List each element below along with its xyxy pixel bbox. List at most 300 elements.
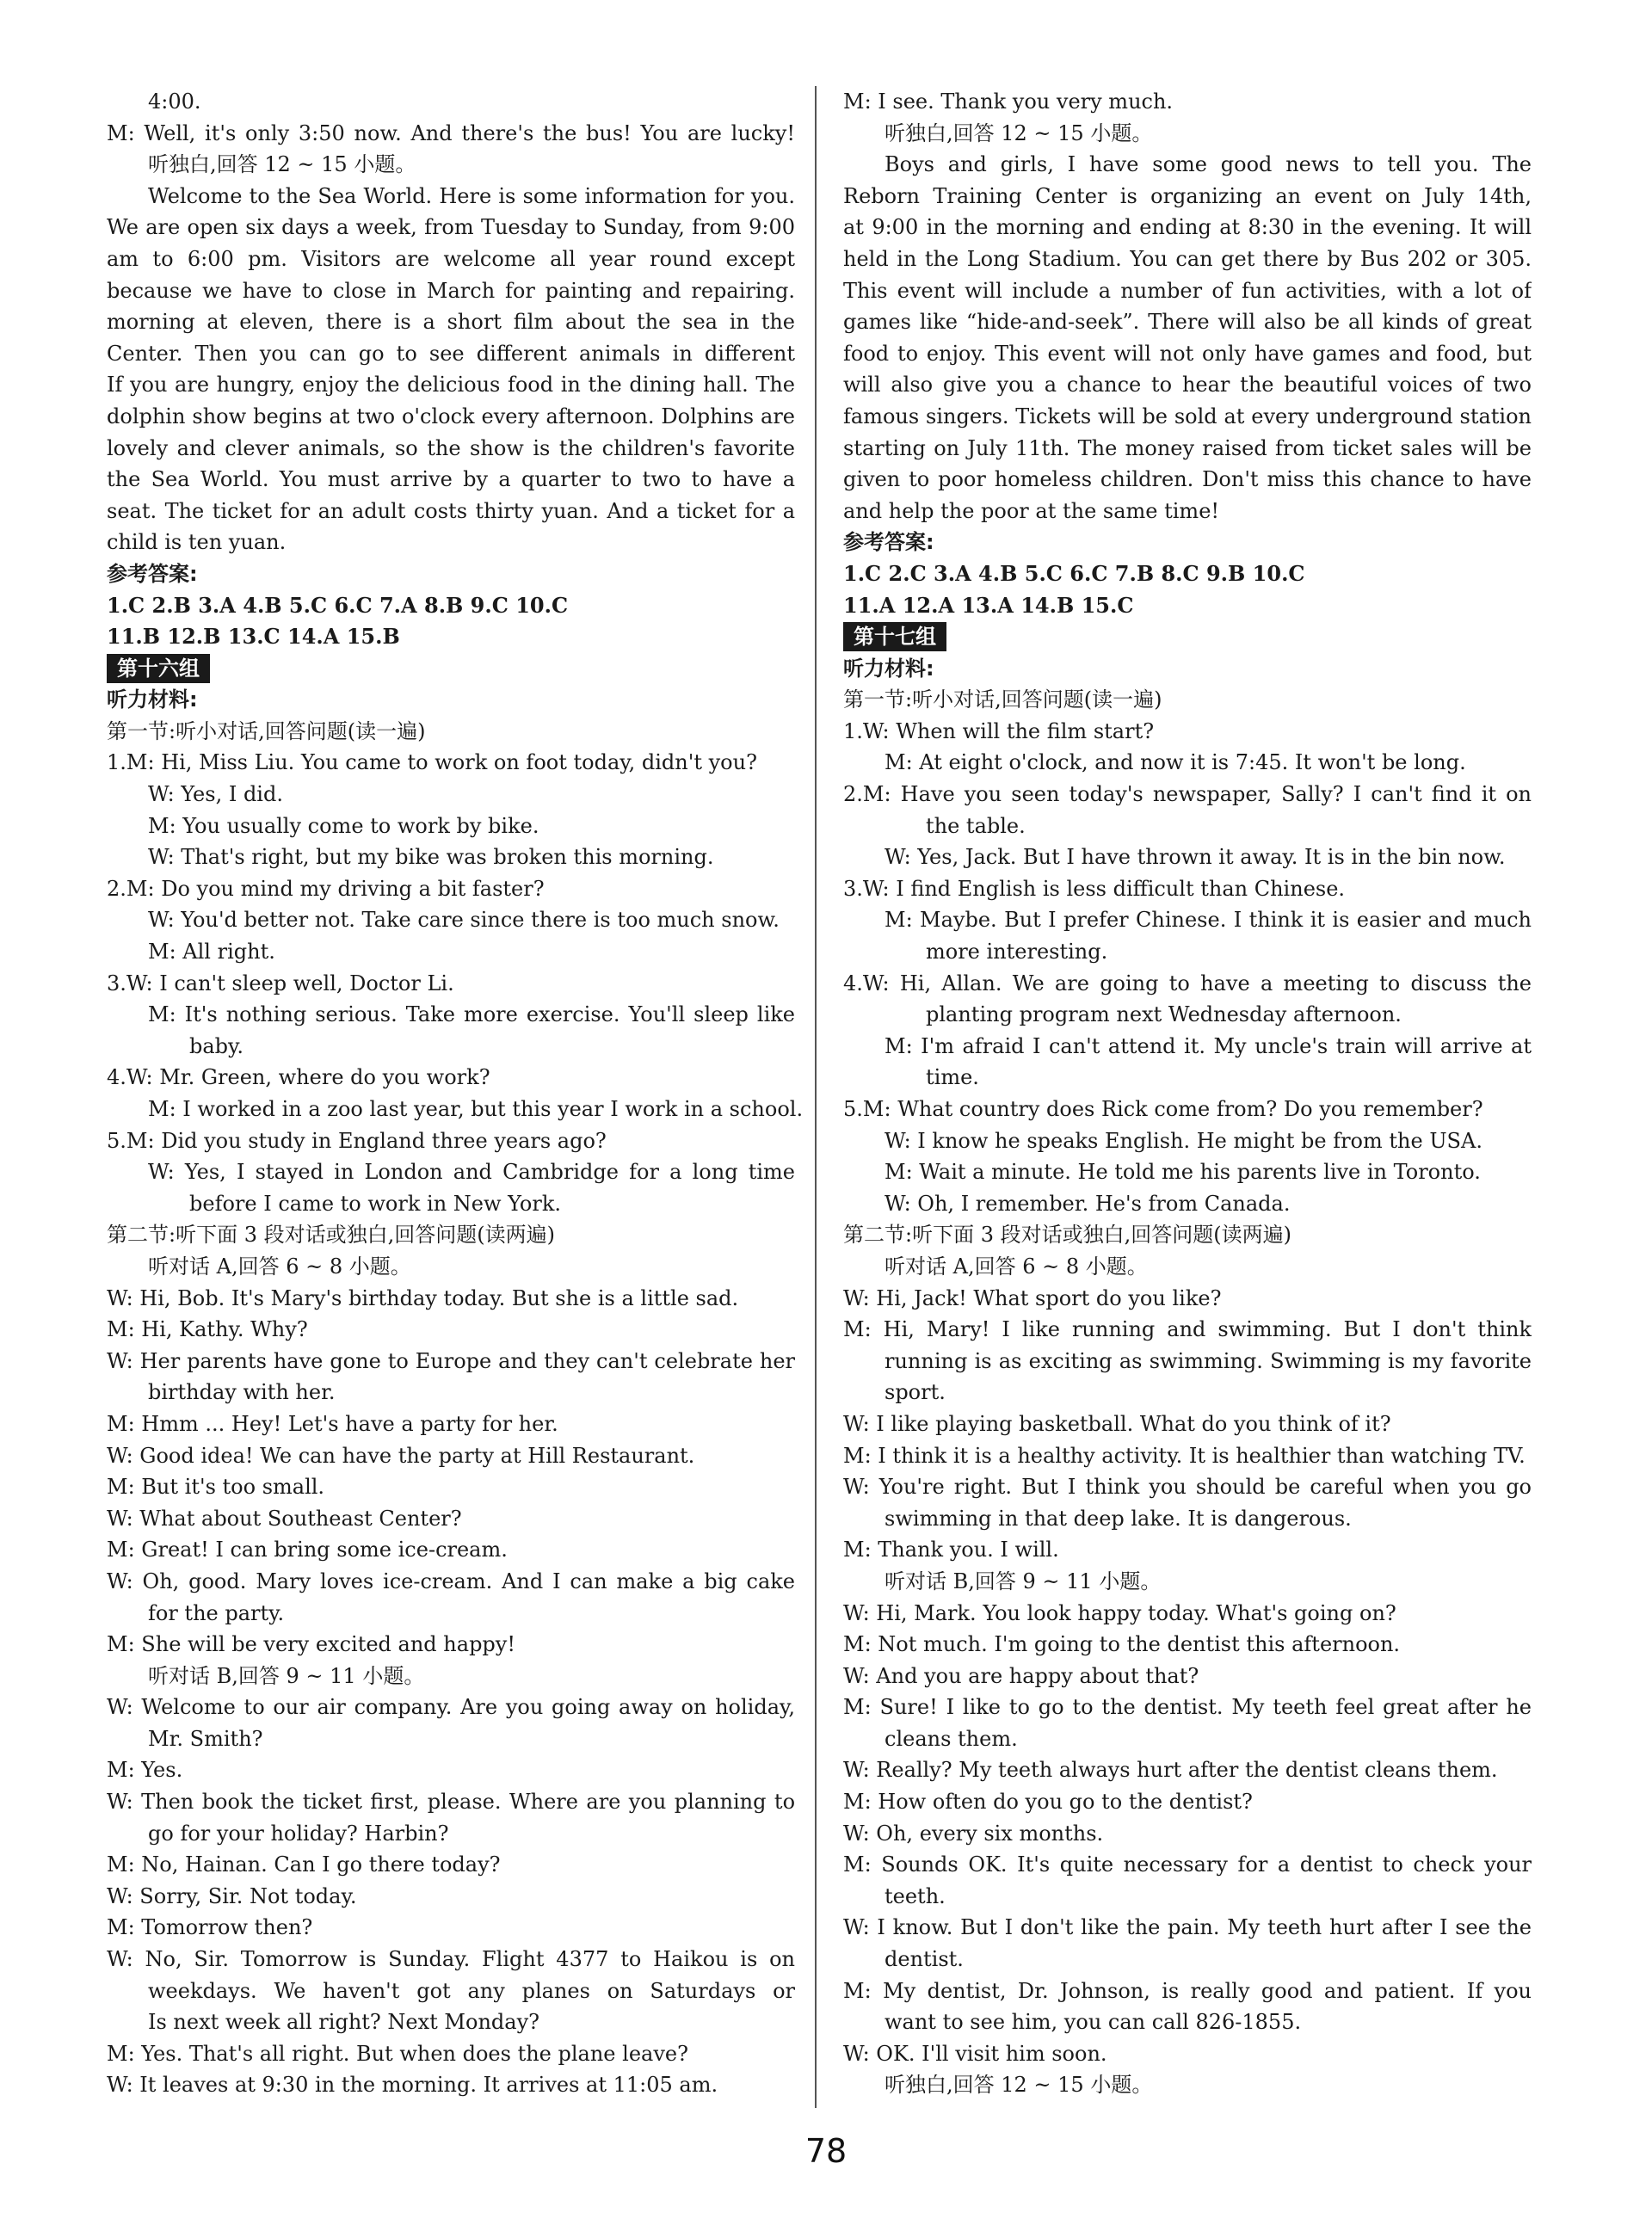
item-number: 3.: [107, 971, 126, 995]
speaker-label: W:: [107, 1506, 140, 1531]
line-text: Have you seen today's newspaper, Sally? I can't find it on: [900, 782, 1532, 807]
speaker-label: W:: [885, 1191, 918, 1216]
text-line: [843, 968, 1532, 1000]
text-line: [843, 684, 1532, 716]
speaker-label: W:: [843, 1600, 877, 1625]
text-line: [843, 1629, 1532, 1661]
speaker-label: W:: [107, 1695, 142, 1720]
line-text: Good idea! We can have the party at Hill Restaurant.: [139, 1443, 695, 1468]
speaker-label: M:: [885, 1160, 920, 1185]
text-line: [107, 1156, 795, 1188]
item-number: 4.: [843, 971, 863, 995]
line-text: 听对话 A,回答 6 ~ 8 小题。: [148, 1254, 411, 1279]
heading-text: 参考答案:: [107, 561, 198, 586]
text-line: [107, 149, 795, 181]
section-heading: [843, 653, 1532, 685]
line-text: 听独白,回答 12 ~ 15 小题。: [885, 120, 1153, 145]
line-text: Sorry, Sir. Not today.: [139, 1883, 357, 1908]
right-column: [843, 86, 1532, 2101]
line-text: the table.: [926, 813, 1026, 838]
text-line: [107, 243, 795, 275]
text-line: [107, 873, 795, 905]
speaker-label: W:: [107, 1883, 140, 1908]
line-text: I think it is a healthy activity. It is healthier than watching TV.: [878, 1443, 1526, 1468]
text-line: [107, 369, 795, 401]
line-text: Maybe. But I prefer Chinese. I think it is easier and much: [920, 908, 1532, 933]
text-line: [107, 904, 795, 936]
text-line: [107, 1661, 795, 1692]
line-text: Reborn Training Center is organizing an event on July 14th,: [843, 183, 1532, 208]
text-line: [107, 496, 795, 527]
text-line: [843, 1534, 1532, 1566]
text-line: [107, 86, 795, 118]
text-line: [107, 1251, 795, 1283]
line-text: and help the poor at the same time!: [843, 498, 1220, 523]
line-text: What about Southeast Center?: [139, 1506, 462, 1531]
text-line: [107, 1849, 795, 1881]
line-text: swimming in that deep lake. It is dangerous.: [885, 1506, 1352, 1531]
speaker-label: W:: [843, 1915, 878, 1940]
line-text: 第二节:听下面 3 段对话或独白,回答问题(读两遍): [843, 1223, 1291, 1248]
text-line: [107, 968, 795, 1000]
answer-text: 11.A 12.A 13.A 14.B 15.C: [843, 592, 1134, 618]
line-text: weekdays. We haven't got any planes on Saturdays or: [148, 1978, 795, 2003]
answer-row: [843, 590, 1532, 622]
line-text: Yes.: [141, 1758, 183, 1783]
line-text: food to enjoy. This event will not only have games and food, but: [843, 341, 1532, 366]
line-text: I know. But I don't like the pain. My teeth hurt after I see the: [877, 1915, 1532, 1940]
line-text: We are open six days a week, from Tuesday to Sunday, from 9:00: [107, 215, 795, 240]
speaker-label: W:: [843, 1821, 877, 1846]
text-line: [843, 2069, 1532, 2101]
text-line: [843, 306, 1532, 338]
text-line: [107, 1534, 795, 1566]
line-text: Hi, Mark. You look happy today. What's going on?: [876, 1600, 1396, 1625]
text-line: [843, 1786, 1532, 1818]
text-line: [843, 1912, 1532, 1944]
text-line: [843, 1377, 1532, 1408]
speaker-label: M:: [843, 1317, 884, 1342]
line-text: Hmm ... Hey! Let's have a party for her.: [141, 1411, 558, 1436]
speaker-label: M:: [148, 1002, 185, 1027]
line-text: 第一节:听小对话,回答问题(读一遍): [843, 687, 1162, 712]
line-text: And you are happy about that?: [876, 1663, 1199, 1688]
line-text: When will the film start?: [896, 718, 1155, 743]
text-line: [107, 1314, 795, 1346]
line-text: Really? My teeth always hurt after the dentist cleans them.: [876, 1758, 1498, 1783]
line-text: starting on July 11th. The money raised from ticket sales will be: [843, 435, 1532, 460]
text-line: [107, 2006, 795, 2038]
heading-text: 听力材料:: [843, 656, 934, 681]
speaker-label: M:: [843, 1443, 878, 1468]
text-line: [843, 1944, 1532, 1975]
line-text: Sure! I like to go to the dentist. My teeth feel great after he: [879, 1695, 1532, 1720]
speaker-label: M:: [126, 1128, 162, 1153]
line-text: 听对话 A,回答 6 ~ 8 小题。: [885, 1254, 1148, 1279]
text-line: [107, 841, 795, 873]
text-line: [107, 527, 795, 558]
line-text: Oh, every six months.: [876, 1821, 1104, 1846]
line-text: Hi, Kathy. Why?: [141, 1317, 308, 1342]
item-number: 2.: [843, 782, 863, 807]
speaker-label: W:: [843, 1285, 877, 1310]
line-text: 听对话 B,回答 9 ~ 11 小题。: [885, 1569, 1162, 1593]
line-text: planting program next Wednesday afternoon.: [926, 1002, 1402, 1027]
left-column: [107, 86, 804, 2101]
line-text: Do you mind my driving a bit faster?: [161, 876, 545, 901]
line-text: You'd better not. Take care since there is too much snow.: [181, 908, 780, 933]
section-badge: [843, 621, 1532, 653]
line-text: If you are hungry, enjoy the delicious food in the dining hall. The: [107, 373, 795, 398]
line-text: dolphin show begins at two o'clock every afternoon. Dolphins are: [107, 404, 795, 428]
text-line: [843, 1881, 1532, 1913]
page-number: 78: [804, 2132, 848, 2170]
text-line: [843, 904, 1532, 936]
text-line: [107, 1786, 795, 1818]
text-line: [843, 1503, 1532, 1535]
text-line: [107, 1881, 795, 1913]
line-text: before I came to work in New York.: [189, 1191, 561, 1216]
text-line: [843, 841, 1532, 873]
speaker-label: W:: [862, 876, 897, 901]
text-line: [843, 1849, 1532, 1881]
line-text: lovely and clever animals, so the show is the children's favorite: [107, 435, 795, 460]
text-line: [843, 1219, 1532, 1251]
speaker-label: M:: [107, 1411, 142, 1436]
line-text: What country does Rick come from? Do you remember?: [897, 1097, 1483, 1121]
line-text: child is ten yuan.: [107, 530, 287, 555]
line-text: Her parents have gone to Europe and they can't celebrate her: [139, 1348, 795, 1373]
line-text: teeth.: [885, 1883, 946, 1908]
line-text: Wait a minute. He told me his parents live in Toronto.: [919, 1160, 1481, 1185]
speaker-label: M:: [107, 1758, 142, 1783]
text-line: [107, 1503, 795, 1535]
text-line: [107, 1692, 795, 1723]
line-text: time.: [926, 1065, 979, 1090]
text-line: [843, 716, 1532, 748]
line-text: Sounds OK. It's quite necessary for a dentist to check your: [881, 1852, 1532, 1877]
speaker-label: W:: [843, 1411, 877, 1436]
speaker-label: M:: [126, 876, 162, 901]
line-text: Mr. Green, where do you work?: [159, 1065, 490, 1090]
speaker-label: W:: [107, 1443, 140, 1468]
text-line: [843, 1346, 1532, 1378]
item-number: 1.: [107, 750, 126, 775]
text-line: [107, 1975, 795, 2007]
section-title: 第十七组: [843, 622, 946, 651]
text-line: [107, 181, 795, 213]
line-text: No, Hainan. Can I go there today?: [141, 1852, 501, 1877]
text-line: [107, 779, 795, 810]
line-text: birthday with her.: [148, 1380, 336, 1405]
line-text: 4:00.: [148, 89, 201, 114]
line-text: Hi, Mary! I like running and swimming. But I don't think: [883, 1317, 1532, 1342]
text-line: [107, 2069, 795, 2101]
text-line: [107, 2038, 795, 2070]
text-line: [107, 936, 795, 968]
text-line: [843, 1408, 1532, 1440]
answer-row: [107, 621, 795, 653]
text-line: [843, 181, 1532, 213]
text-line: [843, 1598, 1532, 1630]
line-text: 听独白,回答 12 ~ 15 小题。: [885, 2073, 1153, 2098]
text-line: [107, 1031, 795, 1063]
line-text: But it's too small.: [141, 1475, 325, 1500]
speaker-label: M:: [107, 1852, 142, 1877]
line-text: 听对话 B,回答 9 ~ 11 小题。: [148, 1663, 425, 1688]
item-number: 3.: [843, 876, 863, 901]
line-text: Boys and girls, I have some good news to tell you. The: [885, 152, 1532, 177]
text-line: [843, 1818, 1532, 1850]
text-line: [107, 747, 795, 779]
speaker-label: W:: [843, 2041, 877, 2066]
line-text: Hi, Miss Liu. You came to work on foot today, didn't you?: [161, 750, 757, 775]
line-text: held in the Long Stadium. You can get there by Bus 202 or 305.: [843, 246, 1532, 271]
item-number: 2.: [107, 876, 126, 901]
line-text: seat. The ticket for an adult costs thirty yuan. And a ticket for a: [107, 498, 795, 523]
line-text: given to poor homeless children. Don't miss this chance to have: [843, 467, 1532, 492]
text-line: [843, 1125, 1532, 1157]
speaker-label: W:: [107, 1947, 145, 1972]
text-line: [107, 118, 795, 150]
line-text: Hi, Bob. It's Mary's birthday today. But she is a little sad.: [139, 1285, 739, 1310]
text-line: [843, 1094, 1532, 1125]
line-text: games like “hide-and-seek”. There will also be all kinds of great: [843, 310, 1532, 335]
line-text: I worked in a zoo last year, but this year I work in a school.: [182, 1097, 804, 1121]
text-line: [843, 1723, 1532, 1755]
text-line: [107, 401, 795, 433]
speaker-label: M:: [843, 1695, 880, 1720]
line-text: baby.: [189, 1033, 244, 1058]
line-text: You usually come to work by bike.: [182, 813, 539, 838]
speaker-label: W:: [843, 1758, 877, 1783]
line-text: Oh, I remember. He's from Canada.: [917, 1191, 1291, 1216]
text-line: [843, 243, 1532, 275]
speaker-label: M:: [843, 1852, 882, 1877]
heading-text: 听力材料:: [107, 687, 198, 712]
text-line: [107, 306, 795, 338]
line-text: running is as exciting as swimming. Swimming is my favorite: [885, 1348, 1532, 1373]
speaker-label: M:: [148, 940, 183, 965]
text-line: [843, 1251, 1532, 1283]
answer-text: 1.C 2.C 3.A 4.B 5.C 6.C 7.B 8.C 9.B 10.C: [843, 560, 1305, 586]
text-line: [843, 275, 1532, 307]
line-text: My dentist, Dr. Johnson, is really good and patient. If you: [883, 1978, 1532, 2003]
speaker-label: M:: [107, 1317, 142, 1342]
line-text: At eight o'clock, and now it is 7:45. It won't be long.: [919, 750, 1466, 775]
line-text: Oh, good. Mary loves ice-cream. And I can make a big cake: [142, 1569, 795, 1593]
line-text: Center. Then you can go to see different animals in different: [107, 341, 795, 366]
item-number: 4.: [107, 1065, 126, 1090]
text-line: [107, 1912, 795, 1944]
text-line: [107, 338, 795, 370]
text-line: [107, 1440, 795, 1472]
speaker-label: M:: [107, 1915, 142, 1940]
text-line: [107, 1598, 795, 1630]
heading-text: 参考答案:: [843, 530, 934, 555]
speaker-label: W:: [862, 718, 897, 743]
line-text: Is next week all right? Next Monday?: [148, 2010, 540, 2035]
text-line: [843, 1031, 1532, 1063]
line-text: I find English is less difficult than Chinese.: [896, 876, 1346, 901]
text-line: [107, 1566, 795, 1598]
line-text: morning at eleven, there is a short film about the sea in the: [107, 310, 795, 335]
text-line: [843, 1471, 1532, 1503]
line-text: Tomorrow then?: [141, 1915, 313, 1940]
text-line: [843, 779, 1532, 810]
line-text: Then book the ticket first, please. Where are you planning to: [141, 1790, 795, 1815]
text-line: [843, 873, 1532, 905]
column-divider: [815, 86, 817, 2108]
text-line: [843, 1188, 1532, 1220]
text-line: [107, 433, 795, 465]
line-text: Yes, I did.: [181, 782, 283, 807]
text-line: [107, 810, 795, 842]
answer-row: [843, 558, 1532, 590]
text-line: [107, 1944, 795, 1975]
line-text: Well, it's only 3:50 now. And there's the bus! You are lucky!: [144, 120, 795, 145]
text-line: [843, 496, 1532, 527]
speaker-label: W:: [148, 845, 182, 870]
speaker-label: M:: [107, 1475, 142, 1500]
speaker-label: W:: [107, 1790, 142, 1815]
text-line: [843, 936, 1532, 968]
line-text: Yes, Jack. But I have thrown it away. It is in the bin now.: [917, 845, 1506, 870]
speaker-label: W:: [843, 1663, 877, 1688]
text-line: [843, 369, 1532, 401]
speaker-label: W:: [126, 1065, 160, 1090]
speaker-label: W:: [126, 971, 160, 995]
text-line: [843, 2038, 1532, 2070]
line-text: Did you study in England three years ago?: [161, 1128, 607, 1153]
line-text: I'm afraid I can't attend it. My uncle's train will arrive at: [921, 1033, 1532, 1058]
text-line: [843, 118, 1532, 150]
text-line: [107, 1723, 795, 1755]
text-line: [107, 1408, 795, 1440]
line-text: at 9:00 in the morning and ending at 8:30 in the evening. It will: [843, 215, 1532, 240]
line-text: She will be very excited and happy!: [141, 1632, 515, 1657]
text-line: [843, 401, 1532, 433]
text-line: [843, 999, 1532, 1031]
text-line: [843, 1062, 1532, 1094]
section-badge: [107, 653, 795, 685]
line-text: Welcome to our air company. Are you going away on holiday,: [141, 1695, 795, 1720]
line-text: Hi, Jack! What sport do you like?: [876, 1285, 1222, 1310]
line-text: Great! I can bring some ice-cream.: [141, 1538, 508, 1562]
line-text: famous singers. Tickets will be sold at every underground station: [843, 404, 1532, 428]
text-line: [107, 1062, 795, 1094]
section-heading: [107, 558, 795, 590]
text-line: [107, 1818, 795, 1850]
line-text: am to 6:00 pm. Visitors are welcome all year round except: [107, 246, 795, 271]
line-text: Yes. That's all right. But when does the plane leave?: [141, 2041, 688, 2066]
speaker-label: W:: [885, 845, 918, 870]
speaker-label: W:: [148, 782, 182, 807]
text-line: [107, 1377, 795, 1408]
speaker-label: M:: [107, 1538, 142, 1562]
line-text: How often do you go to the dentist?: [878, 1790, 1253, 1815]
speaker-label: M:: [885, 1033, 922, 1058]
text-line: [843, 1566, 1532, 1598]
line-text: Yes, I stayed in London and Cambridge for a long time: [184, 1160, 795, 1185]
speaker-label: M:: [843, 1790, 878, 1815]
line-text: Thank you. I will.: [878, 1538, 1059, 1562]
text-line: [843, 747, 1532, 779]
line-text: I see. Thank you very much.: [878, 89, 1174, 114]
line-text: Mr. Smith?: [148, 1726, 263, 1751]
speaker-label: W:: [107, 2073, 140, 2098]
text-line: [843, 1314, 1532, 1346]
line-text: Hi, Allan. We are going to have a meeting to discuss the: [899, 971, 1532, 995]
text-line: [843, 1661, 1532, 1692]
line-text: because we have to close in March for painting and repairing.: [107, 278, 795, 303]
speaker-label: W:: [148, 908, 182, 933]
text-line: [843, 1440, 1532, 1472]
text-line: [843, 1754, 1532, 1786]
line-text: I like playing basketball. What do you think of it?: [876, 1411, 1391, 1436]
text-line: [107, 1346, 795, 1378]
text-line: [107, 1471, 795, 1503]
text-line: [107, 1754, 795, 1786]
item-number: 5.: [843, 1097, 863, 1121]
line-text: Welcome to the Sea World. Here is some information for you.: [148, 183, 795, 208]
line-text: will also give you a chance to hear the beautiful voices of two: [843, 373, 1532, 398]
speaker-label: M:: [843, 1632, 878, 1657]
line-text: 听独白,回答 12 ~ 15 小题。: [148, 152, 416, 177]
line-text: No, Sir. Tomorrow is Sunday. Flight 4377 to Haikou is on: [145, 1947, 795, 1972]
line-text: dentist.: [885, 1947, 964, 1972]
speaker-label: W:: [107, 1348, 140, 1373]
speaker-label: M:: [107, 2041, 142, 2066]
speaker-label: M:: [843, 89, 878, 114]
text-line: [107, 275, 795, 307]
line-text: Not much. I'm going to the dentist this afternoon.: [878, 1632, 1401, 1657]
text-line: [843, 1156, 1532, 1188]
text-line: [107, 1283, 795, 1315]
speaker-label: M:: [107, 120, 145, 145]
section-title: 第十六组: [107, 654, 210, 683]
answer-text: 1.C 2.B 3.A 4.B 5.C 6.C 7.A 8.B 9.C 10.C: [107, 592, 569, 618]
text-line: [843, 1975, 1532, 2007]
text-line: [107, 464, 795, 496]
text-line: [107, 1125, 795, 1157]
section-heading: [107, 684, 795, 716]
text-line: [843, 1692, 1532, 1723]
section-heading: [843, 527, 1532, 558]
line-text: for the party.: [148, 1600, 285, 1625]
item-number: 1.: [843, 718, 863, 743]
text-line: [107, 999, 795, 1031]
text-line: [107, 212, 795, 243]
line-text: OK. I'll visit him soon.: [876, 2041, 1107, 2066]
speaker-label: W:: [148, 1160, 185, 1185]
speaker-label: M:: [843, 1538, 878, 1562]
line-text: This event will include a number of fun activities, with a lot of: [843, 278, 1532, 303]
line-text: more interesting.: [926, 940, 1108, 965]
speaker-label: M:: [885, 908, 921, 933]
speaker-label: M:: [843, 1978, 884, 2003]
line-text: It leaves at 9:30 in the morning. It arrives at 11:05 am.: [139, 2073, 718, 2098]
speaker-label: M:: [862, 1097, 898, 1121]
text-line: [843, 338, 1532, 370]
text-line: [843, 464, 1532, 496]
line-text: I can't sleep well, Doctor Li.: [159, 971, 454, 995]
line-text: You're right. But I think you should be careful when you go: [878, 1475, 1532, 1500]
text-line: [843, 86, 1532, 118]
text-line: [843, 433, 1532, 465]
line-text: That's right, but my bike was broken this morning.: [181, 845, 714, 870]
line-text: sport.: [885, 1380, 946, 1405]
